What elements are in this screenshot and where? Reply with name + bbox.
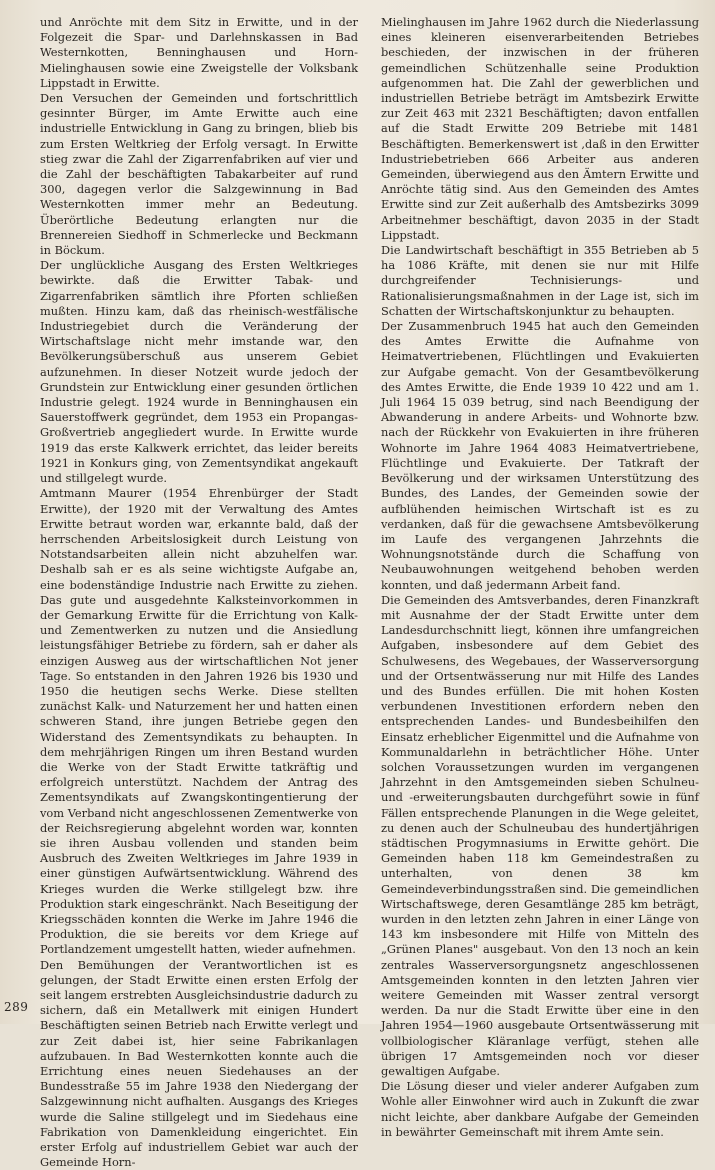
paragraph: Die Lösung dieser und vieler anderer Aufgaben zum Wohle aller Einwohner wird auch in Zukunft die zwar nicht leichte, aber dankbare Aufgabe der Gemeinden in bewährter Gemeinschaft mit ihrem Amte sein. [381, 1079, 699, 1139]
left-text-column [40, 15, 358, 1170]
paragraph: Der unglückliche Ausgang des Ersten Weltkrieges bewirkte. daß die Erwitter Tabak- und Zigarrenfabriken sämtlich ihre Pforten schließen mußten. Hinzu kam, daß das rheinisch-westfälische Industriegebiet durch die Veränderung der Wirtschaftslage nicht mehr imstande war, den Bevölkerungsüberschuß aus unserem Gebiet aufzunehmen. In dieser Notzeit wurde jedoch der Grundstein zur Entwicklung einer gesunden örtlichen Industrie gelegt. 1924 wurde in Benninghausen ein Sauerstoffwerk gegründet, dem 1953 ein Propangas-Großvertrieb angegliedert wurde. In Erwitte wurde 1919 das erste Kalkwerk errichtet, das leider bereits 1921 in Konkurs ging, von Zementsyndikat angekauft und stillgelegt wurde. [40, 258, 358, 486]
paragraph: Der Zusammenbruch 1945 hat auch den Gemeinden des Amtes Erwitte die Aufnahme von Heimatvertriebenen, Flüchtlingen und Evakuierten zur Aufgabe gemacht. Von der Gesamtbevölkerung des Amtes Erwitte, die Ende 1939 10 422 und am 1. Juli 1964 15 039 betrug, sind nach Beendigung der Abwanderung in andere Arbeits- und Wohnorte bzw. nach der Rückkehr von Evakuierten in ihre früheren Wohnorte im Jahre 1964 4083 Heimatvertriebene, Flüchtlinge und Evakuierte. Der Tatkraft der Bevölkerung und der wirksamen Unterstützung des Bundes, des Landes, der Gemeinden sowie der aufblühenden heimischen Wirtschaft ist es zu verdanken, daß für die gewachsene Amtsbevölkerung im Laufe des vergangenen Jahrzehnts die Wohnungsnotstände durch die Schaffung von Neubauwohnungen weitgehend behoben werden konnten, und daß jedermann Arbeit fand. [381, 319, 699, 592]
paragraph: Den Versuchen der Gemeinden und fortschrittlich gesinnter Bürger, im Amte Erwitte auch eine industrielle Entwicklung in Gang zu bringen, blieb bis zum Ersten Weltkrieg der Erfolg versagt. In Erwitte stieg zwar die Zahl der Zigarrenfabriken auf vier und die Zahl der beschäftigten Tabakarbeiter auf rund 300, dagegen verlor die Salzgewinnung in Bad Westernkotten immer mehr an Bedeutung. Überörtliche Bedeutung erlangten nur die Brennereien Siedhoff in Schmerlecke und Beckmann in Böckum. [40, 91, 358, 258]
paragraph: Die Gemeinden des Amtsverbandes, deren Finanzkraft mit Ausnahme der der Stadt Erwitte unter dem Landesdurchschnitt liegt, können ihre umfangreichen Aufgaben, insbesondere auf dem Gebiet des Schulwesens, des Wegebaues, der Wasserversorgung und der Ortsentwässerung nur mit Hilfe des Landes und des Bundes erfüllen. Die mit hohen Kosten verbundenen Investitionen erfordern neben den entsprechenden Landes- und Bundesbeihilfen den Einsatz erheblicher Eigenmittel und die Aufnahme von Kommunaldarlehn in beträchtlicher Höhe. Unter solchen Voraussetzungen wurden im vergangenen Jahrzehnt in den Amtsgemeinden sieben Schulneu- und -erweiterungsbauten durchgeführt sowie in fünf Fällen entsprechende Planungen in die Wege geleitet, zu denen auch der Schulneubau des hundertjährigen städtischen Progymnasiums in Erwitte gehört. Die Gemeinden haben 118 km Gemeindestraßen zu unterhalten, von denen 38 km Gemeindeverbindungsstraßen sind. Die gemeindlichen Wirtschaftswege, deren Gesamtlänge 285 km beträgt, wurden in den letzten zehn Jahren in einer Länge von 143 km insbesondere mit Hilfe von Mitteln des „Grünen Planes" ausgebaut. Von den 13 noch an kein zentrales Wasserversorgungsnetz angeschlossenen Amtsgemeinden konnten in den letzten Jahren vier weitere Gemeinden mit Wasser zentral versorgt werden. Da nur die Stadt Erwitte über eine in den Jahren 1954—1960 ausgebaute Ortsentwässerung mit vollbiologischer Kläranlage verfügt, stehen alle übrigen 17 Amtsgemeinden noch vor dieser gewaltigen Aufgabe. [381, 592, 699, 1079]
paragraph: und Anröchte mit dem Sitz in Erwitte, und in der Folgezeit die Spar- und Darlehnskassen in Bad Westernkotten, Benninghausen und Horn-Mielinghausen sowie eine Zweigstelle der Volksbank Lippstadt in Erwitte. [40, 15, 358, 90]
paragraph: Den Bemühungen der Verantwortlichen ist es gelungen, der Stadt Erwitte einen ersten Erfolg der seit langem erstrebten Ausgleichsindustrie dadurch zu sichern, daß ein Metallwerk mit einigen Hundert Beschäftigten seinen Betrieb nach Erwitte verlegt und zur Zeit dabei ist, hier seine Fabrikanlagen aufzubauen. In Bad Westernkotten konnte auch die Errichtung eines neuen Siedehauses an der Bundesstraße 55 im Jahre 1938 den Niedergang der Salzgewinnung nicht aufhalten. Ausgangs des Krieges wurde die Saline stillgelegt und im Siedehaus eine Fabrikation von Damenkleidung eingerichtet. Ein erster Erfolg auf industriellem Gebiet war auch der Gemeinde Horn- [40, 957, 358, 1170]
paragraph: Mielinghausen im Jahre 1962 durch die Niederlassung eines kleineren eisenverarbeitenden Betriebes beschieden, der inzwischen in der früheren gemeindlichen Schützenhalle seine Produktion aufgenommen hat. Die Zahl der gewerblichen und industriellen Betriebe beträgt im Amtsbezirk Erwitte zur Zeit 463 mit 2321 Beschäftigten; davon entfallen auf die Stadt Erwitte 209 Betriebe mit 1481 Beschäftigten. Bemerkenswert ist ,daß in den Erwitter Industriebetrieben 666 Arbeiter aus anderen Gemeinden, überwiegend aus den Ämtern Erwitte und Anröchte tätig sind. Aus den Gemeinden des Amtes Erwitte sind zur Zeit außerhalb des Amtsbezirks 3099 Arbeitnehmer beschäftigt, davon 2035 in der Stadt Lippstadt. [381, 15, 699, 242]
paragraph: Amtmann Maurer (1954 Ehrenbürger der Stadt Erwitte), der 1920 mit der Verwaltung des Amtes Erwitte betraut worden war, erkannte bald, daß der herrschenden Arbeitslosigkeit durch Leistung von Notstandsarbeiten allein nicht abzuhelfen war. Deshalb sah er es als seine wichtigste Aufgabe an, eine bodenständige Industrie nach Erwitte zu ziehen. Das gute und ausgedehnte Kalksteinvorkommen in der Gemarkung Erwitte für die Errichtung von Kalk- und Zementwerken zu nutzen und die Ansiedlung leistungsfähiger Betriebe zu fördern, sah er daher als einzigen Ausweg aus der wirtschaftlichen Not jener Tage. So entstanden in den Jahren 1926 bis 1930 und 1950 die heutigen sechs Werke. Diese stellten zunächst Kalk- und Naturzement her und hatten einen schweren Stand, ihre jungen Betriebe gegen den Widerstand des Zementsyndikats zu behaupten. In dem mehrjährigen Ringen um ihren Bestand wurden die Werke von der Stadt Erwitte tatkräftig und erfolgreich unterstützt. Nachdem der Antrag des Zementsyndikats auf Zwangskontingentierung der vom Verband nicht angeschlossenen Zementwerke von der Reichsregierung abgelehnt worden war, konnten sie ihren Ausbau vollenden und standen beim Ausbruch des Zweiten Weltkrieges im Jahre 1939 in einer günstigen Aufwärtsentwicklung. Während des Krieges wurden die Werke stillgelegt bzw. ihre Produktion stark eingeschränkt. Nach Beseitigung der Kriegsschäden konnten die Werke im Jahre 1946 die Produktion, die sie bereits vor dem Kriege auf Portlandzement umgestellt hatten, wieder aufnehmen. [40, 486, 358, 957]
page-number: 289 [4, 1000, 29, 1014]
paragraph: Die Landwirtschaft beschäftigt in 355 Betrieben ab 5 ha 1086 Kräfte, mit denen sie nur mit Hilfe durchgreifender Technisierungs- und Rationalisierungsmaßnahmen in der Lage ist, sich im Schatten der Wirtschaftskonjunktur zu behaupten. [381, 243, 699, 318]
right-text-column [381, 15, 699, 1140]
